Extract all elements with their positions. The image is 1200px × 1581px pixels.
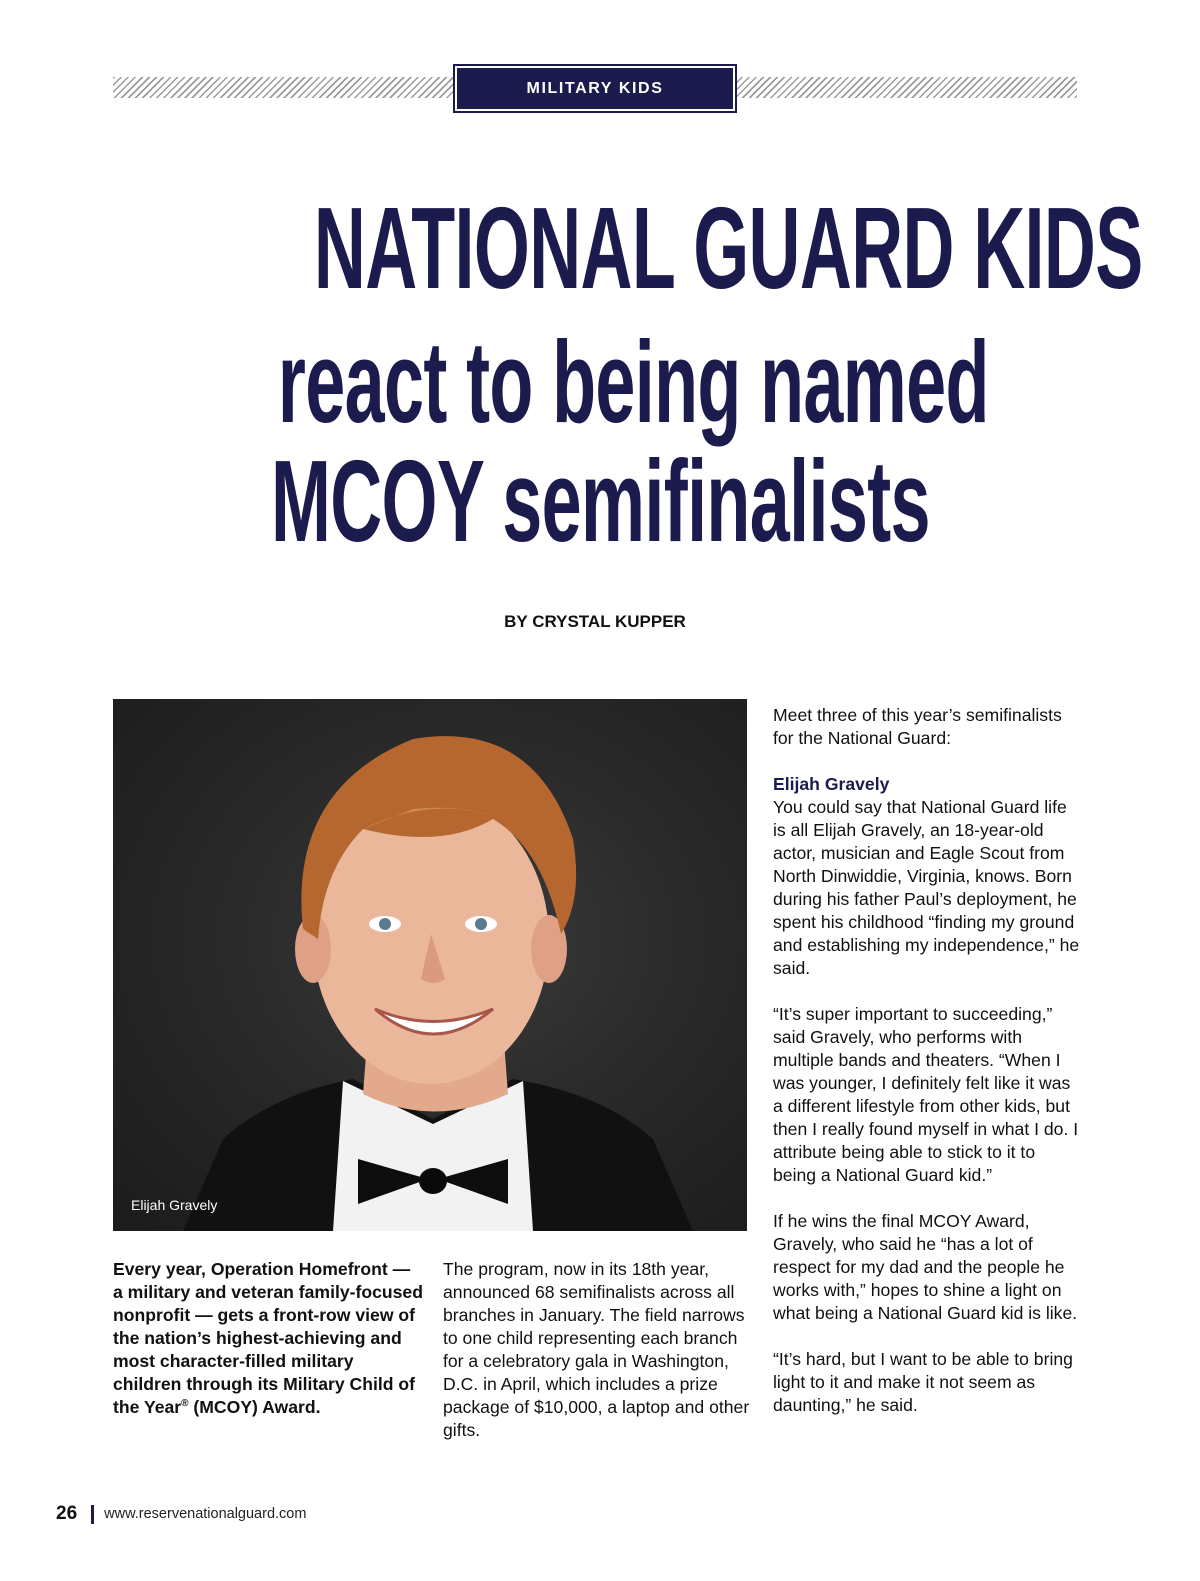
body-paragraph-1: You could say that National Guard life is all Elijah Gravely, an 18-year-old actor, musician and Eagle Scout from North Dinwiddie, Virginia, knows. Born during his father Paul’s deployment, he spent his childhood “finding my ground and establishing my independence,” he said.	[773, 797, 1080, 978]
portrait-illustration	[113, 699, 747, 1231]
headline-line-1	[60, 183, 1143, 313]
decorative-hatch-left	[113, 77, 456, 98]
byline: BY CRYSTAL KUPPER	[504, 612, 686, 631]
section-tag	[453, 64, 737, 113]
lede-column	[113, 1258, 423, 1419]
page-number: 26	[56, 1503, 78, 1524]
lede-paragraph	[113, 1258, 423, 1419]
section-tag-label: MILITARY KIDS	[457, 68, 733, 109]
subhead-name: Elijah Gravely	[773, 774, 890, 794]
headline-line-1-text: NATIONAL GUARD KIDS	[313, 183, 1143, 313]
footer-divider	[91, 1505, 94, 1524]
headline-line-3	[60, 436, 1140, 566]
headline-line-2-text: react to being named	[277, 317, 989, 447]
footer-url: www.reservenationalguard.com	[104, 1506, 307, 1522]
decorative-hatch-right	[734, 77, 1077, 98]
intro-paragraph: Meet three of this year’s semifinalists for the National Guard:	[773, 705, 1062, 748]
registered-mark: ®	[181, 1398, 189, 1410]
body-column-2	[443, 1258, 751, 1442]
portrait-photo	[113, 699, 747, 1231]
body-paragraph-2: “It’s super important to succeeding,” said Gravely, who performs with multiple bands and theaters. “When I was younger, I definitely felt like it was a different lifestyle from other kids, but then I really found myself in what I do. I attribute being able to stick to it to being a National Guard kid.”	[773, 1004, 1079, 1185]
lede-text: Every year, Operation Homefront — a military and veteran family-focused nonprofit — gets a front-row view of the nation’s highest-achieving and most character-filled military children through its Military Child of the Year	[113, 1259, 423, 1417]
page-footer	[56, 1503, 306, 1525]
headline-line-2	[60, 317, 1140, 447]
body-paragraph-3: If he wins the final MCOY Award, Gravely, who said he “has a lot of respect for my dad and the people he works with,” hopes to shine a light on what being a National Guard kid is like.	[773, 1211, 1078, 1323]
headline-line-3-text: MCOY semifinalists	[270, 436, 930, 566]
program-paragraph: The program, now in its 18th year, announced 68 semifinalists across all branches in January. The field narrows to one child representing each branch for a celebratory gala in Washington, D.C. in April, which includes a prize package of $10,000, a laptop and other gifts.	[443, 1259, 750, 1440]
lede-text-end: (MCOY) Award.	[188, 1397, 321, 1417]
photo-caption: Elijah Gravely	[131, 1197, 218, 1213]
body-column-3	[773, 704, 1083, 1417]
body-paragraph-4: “It’s hard, but I want to be able to bring light to it and make it not seem as daunting,” he said.	[773, 1349, 1073, 1415]
